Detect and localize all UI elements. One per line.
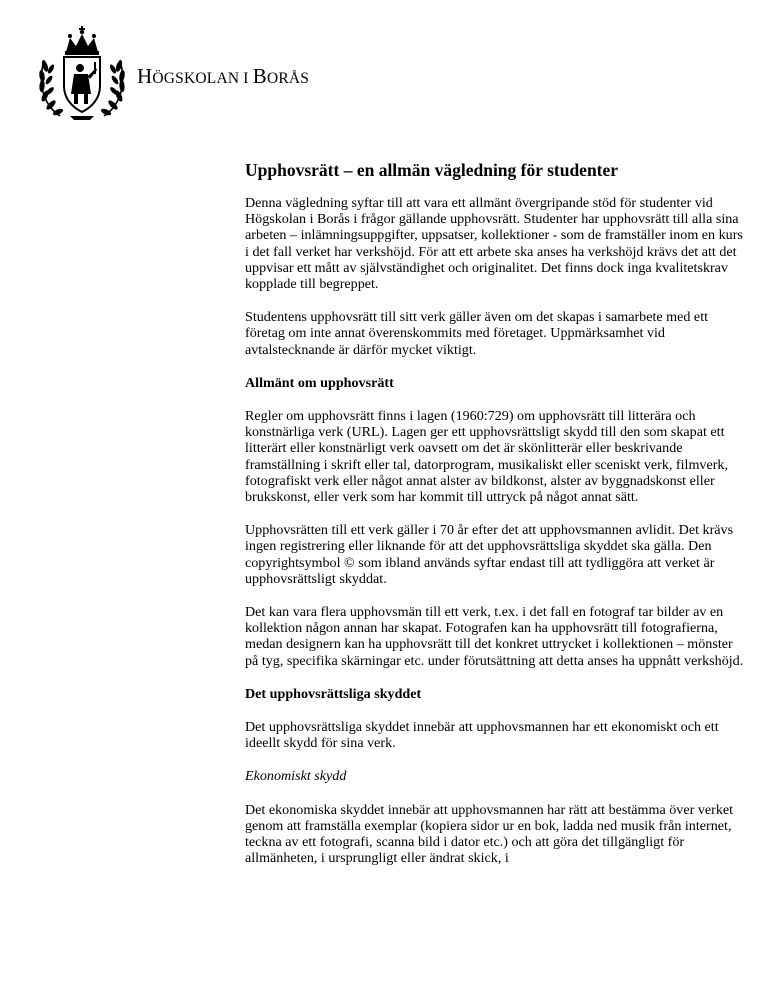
section-heading: Allmänt om upphovsrätt bbox=[245, 374, 394, 391]
body-paragraph: Upphovsrätten till ett verk gäller i 70 år efter det att upphovsmannen avlidit. Det krävs ingen registrering eller liknande för att det upphovsrättsliga skyddet ska gälla. Den copyrightsymbol © som ibland används syftar endast till att tydliggöra att verket är upphovsrättsligt skyddat. bbox=[245, 522, 734, 587]
section-heading: Det upphovsrättsliga skyddet bbox=[245, 685, 422, 702]
institution-name-part: B bbox=[252, 64, 267, 88]
document-body bbox=[245, 160, 745, 884]
institution-name-part: ORÅS bbox=[266, 70, 310, 87]
body-paragraph: Det ekonomiska skyddet innebär att upphovsmannen har rätt att bestämma över verket genom att framställa exemplar (kopiera sidor ur en bok, ladda ned musik från internet, teckna av ett fotografi, scanna bild i dator etc.) och att göra det tillgängligt för allmänheten, i ursprungligt eller ändrat skick, i bbox=[245, 801, 734, 867]
body-paragraph: Regler om upphovsrätt finns i lagen (1960:729) om upphovsrätt till litterära och konstnärliga verk (URL). Lagen ger ett upphovsrättsligt skydd till den som skapat ett litterärt eller konstnärligt verk oavsett om det är skönlitterär eller beskrivande framställning i skrift eller tal, datorprogram, musikaliskt eller sceniskt verk, filmverk, fotografiskt verk eller något annat alster av bildkonst, alster av byggnadskonst eller brukskonst, eller verk som har kommit till uttryck på något annat sätt. bbox=[245, 408, 728, 506]
subsection-heading: Ekonomiskt skydd bbox=[245, 768, 347, 785]
document-title: Upphovsrätt – en allmän vägledning för studenter bbox=[245, 160, 619, 180]
institution-name bbox=[137, 64, 309, 89]
body-paragraph: Denna vägledning syftar till att vara ett allmänt övergripande stöd för studenter vid Högskolan i Borås i frågor gällande upphovsrätt. Studenter har upphovsrätt till alla sina arbeten – inlämningsuppgifter, uppsatser, kollektioner - som de framställer inom en kurs i det fall verket har verkshöjd. För att ett arbete ska anses ha verkshöjd krävs det att det uppvisar ett mått av självständighet och originalitet. Det finns dock inga kvalitetskrav kopplade till begreppet. bbox=[245, 195, 743, 293]
institution-name-part: I bbox=[239, 70, 253, 87]
body-paragraph: Det kan vara flera upphovsmän till ett verk, t.ex. i det fall en fotograf tar bilder av en kollektion någon annan har skapat. Fotografen kan ha upphovsrätt till fotografierna, medan designern kan ha upphovsrätt till det konkret uttrycket i kollektionen – mönster på tyg, specifika skärningar etc. under förutsättning att detta anses ha uppnått verkshöjd. bbox=[245, 604, 744, 669]
body-paragraph: Studentens upphovsrätt till sitt verk gäller även om det skapas i samarbete med ett företag om inte annat överenskommits med företaget. Uppmärksamhet vid avtalstecknande är därför mycket viktigt. bbox=[245, 309, 709, 358]
crowned-seal-emblem-icon bbox=[36, 24, 128, 124]
body-paragraph: Det upphovsrättsliga skyddet innebär att upphovsmannen har ett ekonomiskt och ett ideellt skydd för sina verk. bbox=[245, 719, 719, 752]
institution-name-part: H bbox=[137, 64, 153, 88]
document-header bbox=[36, 20, 736, 130]
institution-name-part: ÖGSKOLAN bbox=[152, 70, 240, 87]
